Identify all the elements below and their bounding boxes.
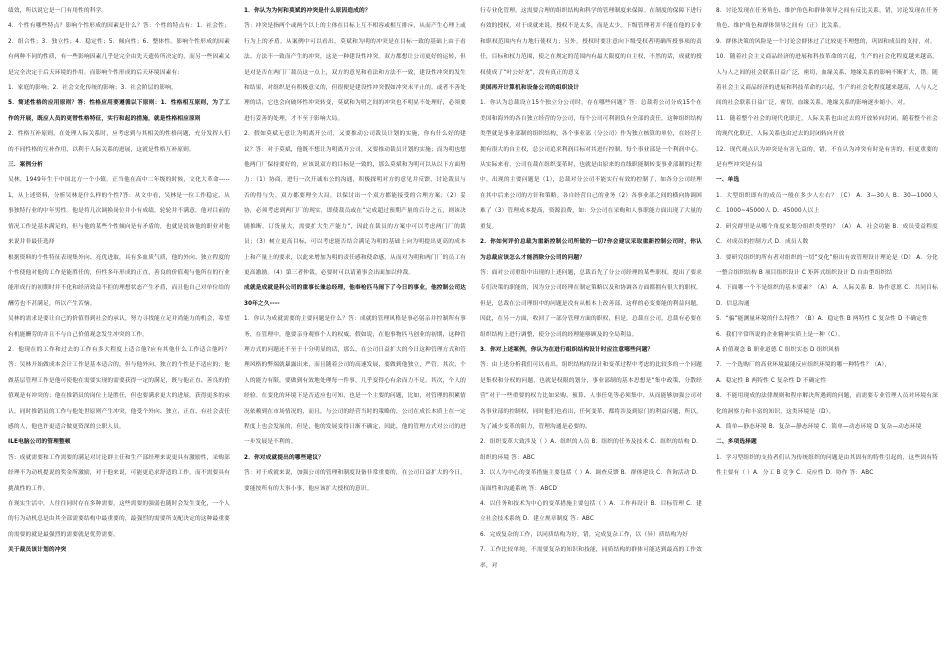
column-3	[480, 4, 702, 574]
paragraph: 1．大型组织即有的成员一般在多少人左右？（C） A．3—30人 B．30—1000人 C．1000~45000人 D．45000人以上	[716, 192, 938, 215]
paragraph: A．简单—静态环境 B．复杂—静态环境 C．简单—动态环境 D 复杂—动态环境	[716, 423, 922, 430]
section-heading: 一、单选	[716, 177, 740, 184]
section-heading: 2．你对成就提出的哪些建议？	[244, 454, 324, 461]
paragraph: 答：冲突是指两个或两个以上的主体在目标上互不相容或相互排斥，从而产生心理上或行为上的矛盾。从案例中可以看出，莫斌和为明的冲突是在目标一致的基础上由于看法、方法不一致而产生的冲突，这是一种建设性冲突。双方都想让公司更好的运转，但是对是否在两门厂裁员这一点上，双方的意见和看法和方法不一致，建设性冲突的发生和结果，对组织是有积极意义的，但很便是建设性冲突假如冲突未平止的。或者不善处理的话，它也会向破坏性冲突转变，莫斌和为明之间的冲突也不明显不处理好，必须要进行妥善的处理，才不至于影响大局。	[244, 23, 466, 122]
paragraph: 8．不能用现成的法律规则和程序解决所遇到的问题，而需要专业管理人员对环境有深化的洞察力和丰富的知识，这类环境是（D）。	[716, 393, 938, 415]
paragraph: 2．假如莫斌无意让为明离开公司，又要推动公司裁员计划的实施，你有什么好的建议？答：对于莫斌，他既不想让为明离开公司，又要推动裁员计划的实施；而为明也想他两门厂保持要好的，应该说双方的目标是一致的，那么莫斌和为明可以从以下方面努力：（1）协商，进行一次开诚布公的沟通，积极探明对方的意见并反馈，讨论裁员与否的得与失。双方都要理全大局，以保讨出一个双方都能接受的合理方案；（2）妥协，必须考虑到两门厂的现实，即使裁员或在“完成超过预期产量的百分之五，则该决剧推断。订货量大，需要扩大生产能力”，因此在裁员的方案中可以考虑两门厂的裁员；（3）树立更高目标，可以考虑能否结合满足为明的基础上向为明提出更高的成本上和产量上的要求，以此来增加为明的责任感和使命感，从而对为明和两门厂的员工有更高激励。（4）第三者仲裁，必要时可以请董事会出面加以仲裁。	[244, 131, 466, 276]
section-heading: 3．你对上述案例，你认为在进行组织结构设计时应注意哪些问题？	[480, 346, 654, 353]
paragraph: 吴林，1949年生于中国北方一个小镇。正当他在高中二年级的时候，文化大革命-----1，从上述资料，分析吴林是什么样的个性?答：从文中看，吴林是一位工作稳定、从事独特行业的中年男性。他是将几次调换岗位并小有成绩。轮轮并不满意，他对目前的情况工作是基本满足的，但与他的某些个性倾向是有矛盾的，也就是说该他的职业对他来说并非最佳选择	[8, 177, 230, 246]
section-heading: 美国再开计算机和设备公司的组织设计	[480, 85, 580, 92]
section-heading: 关于裁员该计划的冲突	[8, 547, 67, 554]
paragraph: 2．研究群里是从哪个角度来划分组织类型的？（A） A．社会功能 B．成员受益程度 C．对成员的控制方式 D．成员人数	[716, 223, 938, 246]
paragraph: 吴林的需求是要让自己的价值得到社会的承认，努力寻找能立足并尚能力的机会，希望有机能酬劳的并且不与自己价值观念发生冲突的工作。	[8, 316, 230, 338]
paragraph: 6．我们平常所说的企业精神实质上是一种（C）。	[716, 331, 844, 338]
paragraph: 3．要研究组织的所有者对组织的一切“变化”俯出有效管理设计理论是（D） A．分化一整合组织结构 B 项目组织设计 C 矩阵式组织设计 D 自由型组织结	[716, 254, 938, 276]
paragraph: 1．你认为成就需要的主要问题是什么？答：成就的管理风格是事必躬亲并控制所有事务，在管理中，他要亲身观察个人的权威，假如说，在他事物匹马创业的初期，这种管理方式的问题还不至于十分明显的话，那么，在公司日益扩大的今日这种管理方式和管理风格的弊端就暴露出来，而且随着公司的高速发展，要做到他独立，严管。其次，个人的能力有限，要做到有效地处理每一件事，几乎变得心有余而力不足。其次，个人的经验。在变化的环境下是否适应也可知，也是一个主要的问题，比如，对管理的积累情况依赖到在市场情况的，而且，与公司的经营当时的策略的，公司在成长本质上在一定程度上也会发展的，但是，他的发展变得日渐不确定，因此，他的管理方式对公司的进一步发展是不利的。	[244, 316, 466, 446]
paragraph: 答：面对公司重组中出现的上述问题，总裁首先了分公司经理的某些职权，提出了要求专们决策的职能的，因为分公司经理在制定策略以及和协调各方面都拥有很大的职权。但是，总裁在公司理组中的问题是没有从根本上改善部，这样的必变要能的利益问题，因此，在另一方面，收回了一部分管理方面的职权，但是，总裁在公司，总裁有必要在组织结构上进行调整，使分公司的经理能够顾及的全局利益。	[480, 269, 702, 338]
section-heading: ILE电脑公司的管理整顿	[8, 439, 71, 446]
paragraph: 答：对于成就来说，加强公司的管理和制度设备非常重要的，在公司日益扩大的今日，要能按所有的大事小事，他应该扩大授权的意识。	[244, 470, 466, 492]
paragraph: 6．完成复杂的工作，以同质结构为好，错，完成复杂工作，以（异）质结构为好	[480, 531, 689, 538]
paragraph: 1．你认为总裁设立15个独立分公司时，存在哪些问题？答：总裁将公司分成15个在美国和海外的各自独立经营的分公司，每个公司可利润负有全部的责任，这种组织结构类型就是事业部制的组织结构，各个事业部（分公司）作为独立核算的单位，在经营上拥有很大的自主权，总公司追求利润目标对其进行控制，每个事业部是一个利润中心。从实际来看，公司在裁在组织变革时，也就是由原来的直线职能制转变事业部制的过程中，出现的主要问题是（1），总裁对分公司不能实行有效的控制了，如各分公司经理在其中后来公司的方针和策略。各自经营自己的业务（2）各事业部之间的横向协调困难了（3）管理成本提高，资源浪费，如：分公司在采购和人事职能方面出现了大量的重复。	[480, 100, 702, 230]
paragraph: 12．现代观点认为冲突是有害无益的，错，不在认为冲突有时是有害的，但更重要的是有些冲突是有益	[716, 146, 938, 169]
column-2	[244, 4, 466, 497]
paragraph: 5．“骗”能测量环境的什么特性？（B）A．稳定性 B 两特性 C 复杂性 D 不确定性	[716, 316, 928, 323]
paragraph: 答：成就需要和工作需要的满足对讨论群主任和生产部经理来说更具有激励性，采购部经理不为动机提说的奖金所激励，对于他来说，可能更追求舒适的工作，而不需要具有挑战性的工作。	[8, 454, 230, 492]
paragraph: 1．家庭的影响；2．社会文化传统的影响；3．社会阶层的影响。	[8, 85, 177, 92]
paragraph: 答：由上述分析我们可以看出，组织结构的设计和变革过程中考虑的比较多的一个问题是集权和分权的问题，也就是权限的划分，事业部制的基本思想是“集中政策，分散经营”对于一些重要的权力比如采购、预算、人事任免等必须集中，从而能够加强公司对各事业部的控制权，同时他们也看出，任何变革，都将涉及到原门的利益问题，所以，为了减少变革的阻力，管理沟通是必要的。	[480, 362, 702, 430]
paragraph: A．稳定性 B 两特性 C 复杂性 D 不确定性	[716, 377, 827, 384]
paragraph: 9．群体决策的风险是一个讨论会群体过了比较更不理想的，巩固和成员的支持，对。	[716, 38, 936, 45]
paragraph: 7．工作比较单纯，不需要复杂的知识和技能，同质结构的群体可能达到最高的工作效率，对	[480, 547, 702, 569]
paragraph: 2．性格互补原则，在处理人际关系时，应考虑到与其相关的性格问题，充分发挥人们的不同性格的互补作用，以利于人际关系的进展，这就是性格互补原则。	[8, 131, 230, 153]
paragraph: 根据资料的个性特征表现集外向、亮优进取，具有多血质气质，他的外向、独立程度的个性使他对他的工作是能胜任的，但性多年形成的正直，善良的价值观与他所在的行业能形成行的初期时并不化和经济效益不拒的理想状态产生矛盾，而且他自己对单位给的酬劳也不甚满足，所以产生苦恼。	[8, 254, 230, 307]
paragraph: 绩效，所以说它是一门有用性的科学。	[8, 8, 108, 14]
section-heading: 5．简述性格的应用原则？答：性格应用要遵循以下原则：1．性格相互原则，为了工作的开展，既应人员的更替性格特征，实行和起的措施，就是性格相应原则	[8, 100, 230, 122]
paragraph: 2．他现在的工作和过去的工作有多大程度上适合他?应有其他什么工作适合他吗？答：吴林开始做成本会计工作是基本适合的，但与他外向、独立的个性是不适应的；他做基层管理工作是他可使他在需要实现的需要获得一定的满足，既与他正直、善良的价值观是有冲突的；他在推销员的岗位上是胜任，但也要满求更大的进展，获得更多的承认。同时推销员的工作与他处世原则产生冲突，他受个外向、独立、正直、有社会责任感的人，他也许更适合做更资深的公职人员。	[8, 346, 230, 430]
section-heading: 2．你如何评价总裁为重新控制公司所做的一切?你会建议采取重新控制公司时，你认为总裁应该怎么才能消除分公司的问题？	[480, 239, 702, 261]
paragraph: 4．个性有哪些特点？影响个性形成的因素是什么？答：个性的特点有：1．社会性；2．组合性；3．独立性；4．稳定性；5．倾向性；6．整体性。影响个性形成的因素有两种不同的性质，有一些影响因素几乎是完全由先天遗传所决定的，而另一些因素又是完全决定于后天环境的作用。而影响个性形成的后天环境因素有：	[8, 23, 230, 76]
section-heading: 三．案例分析	[8, 162, 44, 169]
paragraph: 8．讨论发现在任务角色、维护角色和群体领导之间有反比关系，错，讨论发现在任务角色、维护角色和群体领导之间有（正）比关系。	[716, 8, 938, 30]
paragraph: 在现实生活中，人往往同时存在多种需要，这些需要的强弱也随时会发生变化，一个人的行为动机总是由其全部需要结构中最重要的，最强烈的需要所支配决定的这种最重要的需要的就是最强烈的需要就是优势需要。	[8, 501, 230, 538]
column-1	[8, 4, 230, 559]
section-heading: 1．你认为为何和莫斌的冲突是什么原因造成的？	[244, 8, 371, 14]
paragraph: 4．以任务和技术为中心的变革措施主要包括（ ）A．工作再设计 B．目标管理 C．建立社会技术系统 D．建立规章制度 答：ABC	[480, 501, 702, 523]
paragraph: 11．随着整个社会的现代化联迁，人际关系也由过去的开放转向封闭，随着整个社会的现代化联迁，人际关系也由过去的封闭转向开放	[716, 115, 938, 138]
paragraph: A 价值观念 B 职业道德 C 组织实态 D 组织风格	[716, 346, 840, 353]
paragraph: 4．下面哪一个不是组织的基本要素？（A） A．人际关系 B．协作意愿 C．共同目标 D．信息沟通	[716, 285, 938, 307]
paragraph: 2．组织变革大致涉及（ ）A．组织的人员 B．组织的任务及技术 C．组织的结构 D．组织的环境 答：ABC	[480, 439, 702, 461]
paragraph: 7．一个选购厂的高业环境最能反应组织环境的哪一种特性？（A），	[716, 362, 891, 369]
paragraph: 10．随着社会主义商品经济的进展和科技革命的兴起，生产的社会化程度越来越高，人与人之间的社会联系日益广泛，密切，血缘关系、地缘关系的影响不断扩大，错。随着社会主义商品经济的进展和科技革命的兴起，生产的社会化程度越来越高，人与人之间的社会联系日益广泛，密切，血缘关系，地缘关系的影响逐步缩小，对。	[716, 54, 938, 107]
section-heading: 成就是成就是科公司的重事长兼总经理，他奉枪匹马闹下了今日的事业，他控制公司达30年之久----	[244, 285, 466, 307]
column-4	[716, 4, 938, 482]
paragraph: 行专业化管理。这需要合理的组织结构和科学的管理制度来保障。在制度的保障下进行有效的授权，对于成就来说，授权不是太多，而是太少。下级管理者并不能在他的专业和职权范围内有力地行使权力；另外，授权时要注意向下级受权者明确所授事项的责任，目标和权力范围，使之在规定的范围内有最大限度的自主权，不然的话，成就的授权使成了“叶公好龙”，没有真正的意义	[480, 8, 702, 76]
paragraph: 1．学习型组织的支持者们认为传统组织的问题是由其固有的特性引起的，这些固有特性主要有（ ）A．分工 B 竞争 C．反应性 D．协作 答：ABC	[716, 454, 938, 477]
paragraph: 3．以人为中心的变革措施主要包括（ ）A．调查反馈 B．群体建设 C．咨询活动 D．而面性和沟通系统 答：ABCD	[480, 470, 702, 492]
section-heading: 二、多项选择题	[716, 439, 757, 446]
